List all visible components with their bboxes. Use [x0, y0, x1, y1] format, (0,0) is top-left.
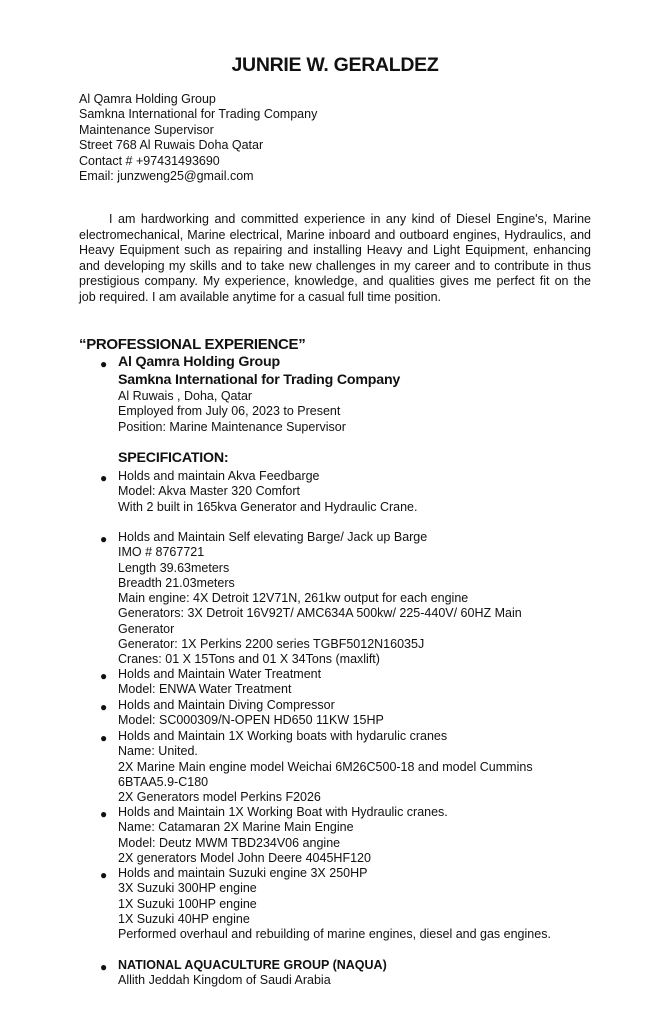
spec-item [118, 530, 522, 668]
job-dates: Employed from July 06, 2023 to Present [118, 404, 341, 419]
spec-line: Generator: 1X Perkins 2200 series TGBF5012N16035J [118, 637, 425, 652]
spec-line: 1X Suzuki 100HP engine [118, 896, 257, 911]
spec-line: 3X Suzuki 300HP engine [118, 881, 257, 896]
spec-line: IMO # 8767721 [118, 545, 205, 560]
contact-line: Street 768 Al Ruwais Doha Qatar [79, 138, 264, 153]
spec-item [118, 729, 533, 805]
bullet-icon: ● [100, 960, 108, 974]
spec-line: Model: SC000309/N-OPEN HD650 11KW 15HP [118, 713, 384, 728]
bullet-icon: ● [100, 357, 108, 371]
bullet-icon: ● [100, 471, 108, 485]
resume-name: JUNRIE W. GERALDEZ [231, 54, 439, 76]
contact-line: Contact # +97431493690 [79, 153, 220, 168]
spec-line: Name: Catamaran 2X Marine Main Engine [118, 820, 354, 835]
spec-item [118, 805, 448, 866]
spec-line: 6BTAA5.9-C180 [118, 774, 209, 789]
spec-line: Cranes: 01 X 15Tons and 01 X 34Tons (maxlift) [118, 652, 380, 667]
spec-item [118, 866, 551, 942]
job-subsidiary: Samkna International for Trading Company [118, 371, 401, 388]
job-location: Al Ruwais , Doha, Qatar [118, 389, 253, 403]
spec-line: With 2 built in 165kva Generator and Hydraulic Crane. [118, 499, 418, 514]
job-location: Allith Jeddah Kingdom of Saudi Arabia [118, 973, 331, 988]
job-company: Al Qamra Holding Group [118, 354, 280, 370]
spec-line: Holds and Maintain 1X Working boats with hydarulic cranes [118, 729, 448, 743]
spec-line: Performed overhaul and rebuilding of marine engines, diesel and gas engines. [118, 927, 551, 942]
spec-line: Holds and Maintain Water Treatment [118, 667, 322, 681]
bullet-icon: ● [100, 532, 108, 546]
bullet-icon: ● [100, 868, 108, 882]
job-entry-2 [118, 958, 387, 989]
spec-item [118, 698, 384, 729]
job-company: NATIONAL AQUACULTURE GROUP (NAQUA) [118, 958, 387, 972]
spec-line: Length 39.63meters [118, 560, 230, 575]
spec-line: Breadth 21.03meters [118, 575, 235, 590]
objective-paragraph: I am hardworking and committed experience in any kind of Diesel Engine's, Marine electromechanical, Marine electrical, Marine inboard and outboard engines, Hydraulics, and Heavy Equipment such as repairing and installing Heavy and Light Equipment, enhancing and developing my skills and to take new challenges in my career and to contribute in thus prestigious company. My experience, knowledge, and qualities gives me perfect fit on the job required. I am available anytime for a casual full time position. [79, 212, 591, 304]
contact-line: Samkna International for Trading Company [79, 107, 318, 122]
spec-line: Holds and maintain Akva Feedbarge [118, 469, 320, 483]
contact-line: Al Qamra Holding Group [79, 92, 216, 106]
bullet-icon: ● [100, 700, 108, 714]
spec-item [118, 667, 321, 698]
spec-line: 2X Marine Main engine model Weichai 6M26C500-18 and model Cummins [118, 759, 533, 774]
spec-item [118, 469, 417, 515]
bullet-icon: ● [100, 731, 108, 745]
spec-line: Holds and Maintain Self elevating Barge/ Jack up Barge [118, 530, 428, 544]
spec-line: Model: Deutz MWM TBD234V06 angine [118, 835, 341, 850]
spec-line: Holds and Maintain Diving Compressor [118, 698, 335, 712]
spec-line: Holds and Maintain 1X Working Boat with Hydraulic cranes. [118, 805, 448, 819]
spec-line: 1X Suzuki 40HP engine [118, 911, 250, 926]
spec-line: Model: ENWA Water Treatment [118, 682, 292, 697]
job-entry-1 [118, 354, 400, 435]
contact-email: Email: junzweng25@gmail.com [79, 169, 254, 184]
bullet-icon: ● [100, 669, 108, 683]
spec-line: 2X Generators model Perkins F2026 [118, 790, 321, 805]
spec-line: Generators: 3X Detroit 16V92T/ AMC634A 500kw/ 225-440V/ 60HZ Main [118, 606, 522, 621]
contact-block [79, 92, 317, 184]
spec-line: Model: Akva Master 320 Comfort [118, 484, 301, 499]
spec-line: Name: United. [118, 744, 198, 759]
contact-line: Maintenance Supervisor [79, 122, 214, 137]
bullet-icon: ● [100, 807, 108, 821]
section-title: “PROFESSIONAL EXPERIENCE” [79, 336, 306, 353]
spec-title: SPECIFICATION: [118, 450, 229, 466]
spec-line: Generator [118, 621, 175, 636]
spec-line: Main engine: 4X Detroit 12V71N, 261kw output for each engine [118, 591, 469, 606]
spec-line: Holds and maintain Suzuki engine 3X 250HP [118, 866, 368, 880]
spec-line: 2X generators Model John Deere 4045HF120 [118, 850, 371, 865]
job-position: Position: Marine Maintenance Supervisor [118, 419, 346, 434]
